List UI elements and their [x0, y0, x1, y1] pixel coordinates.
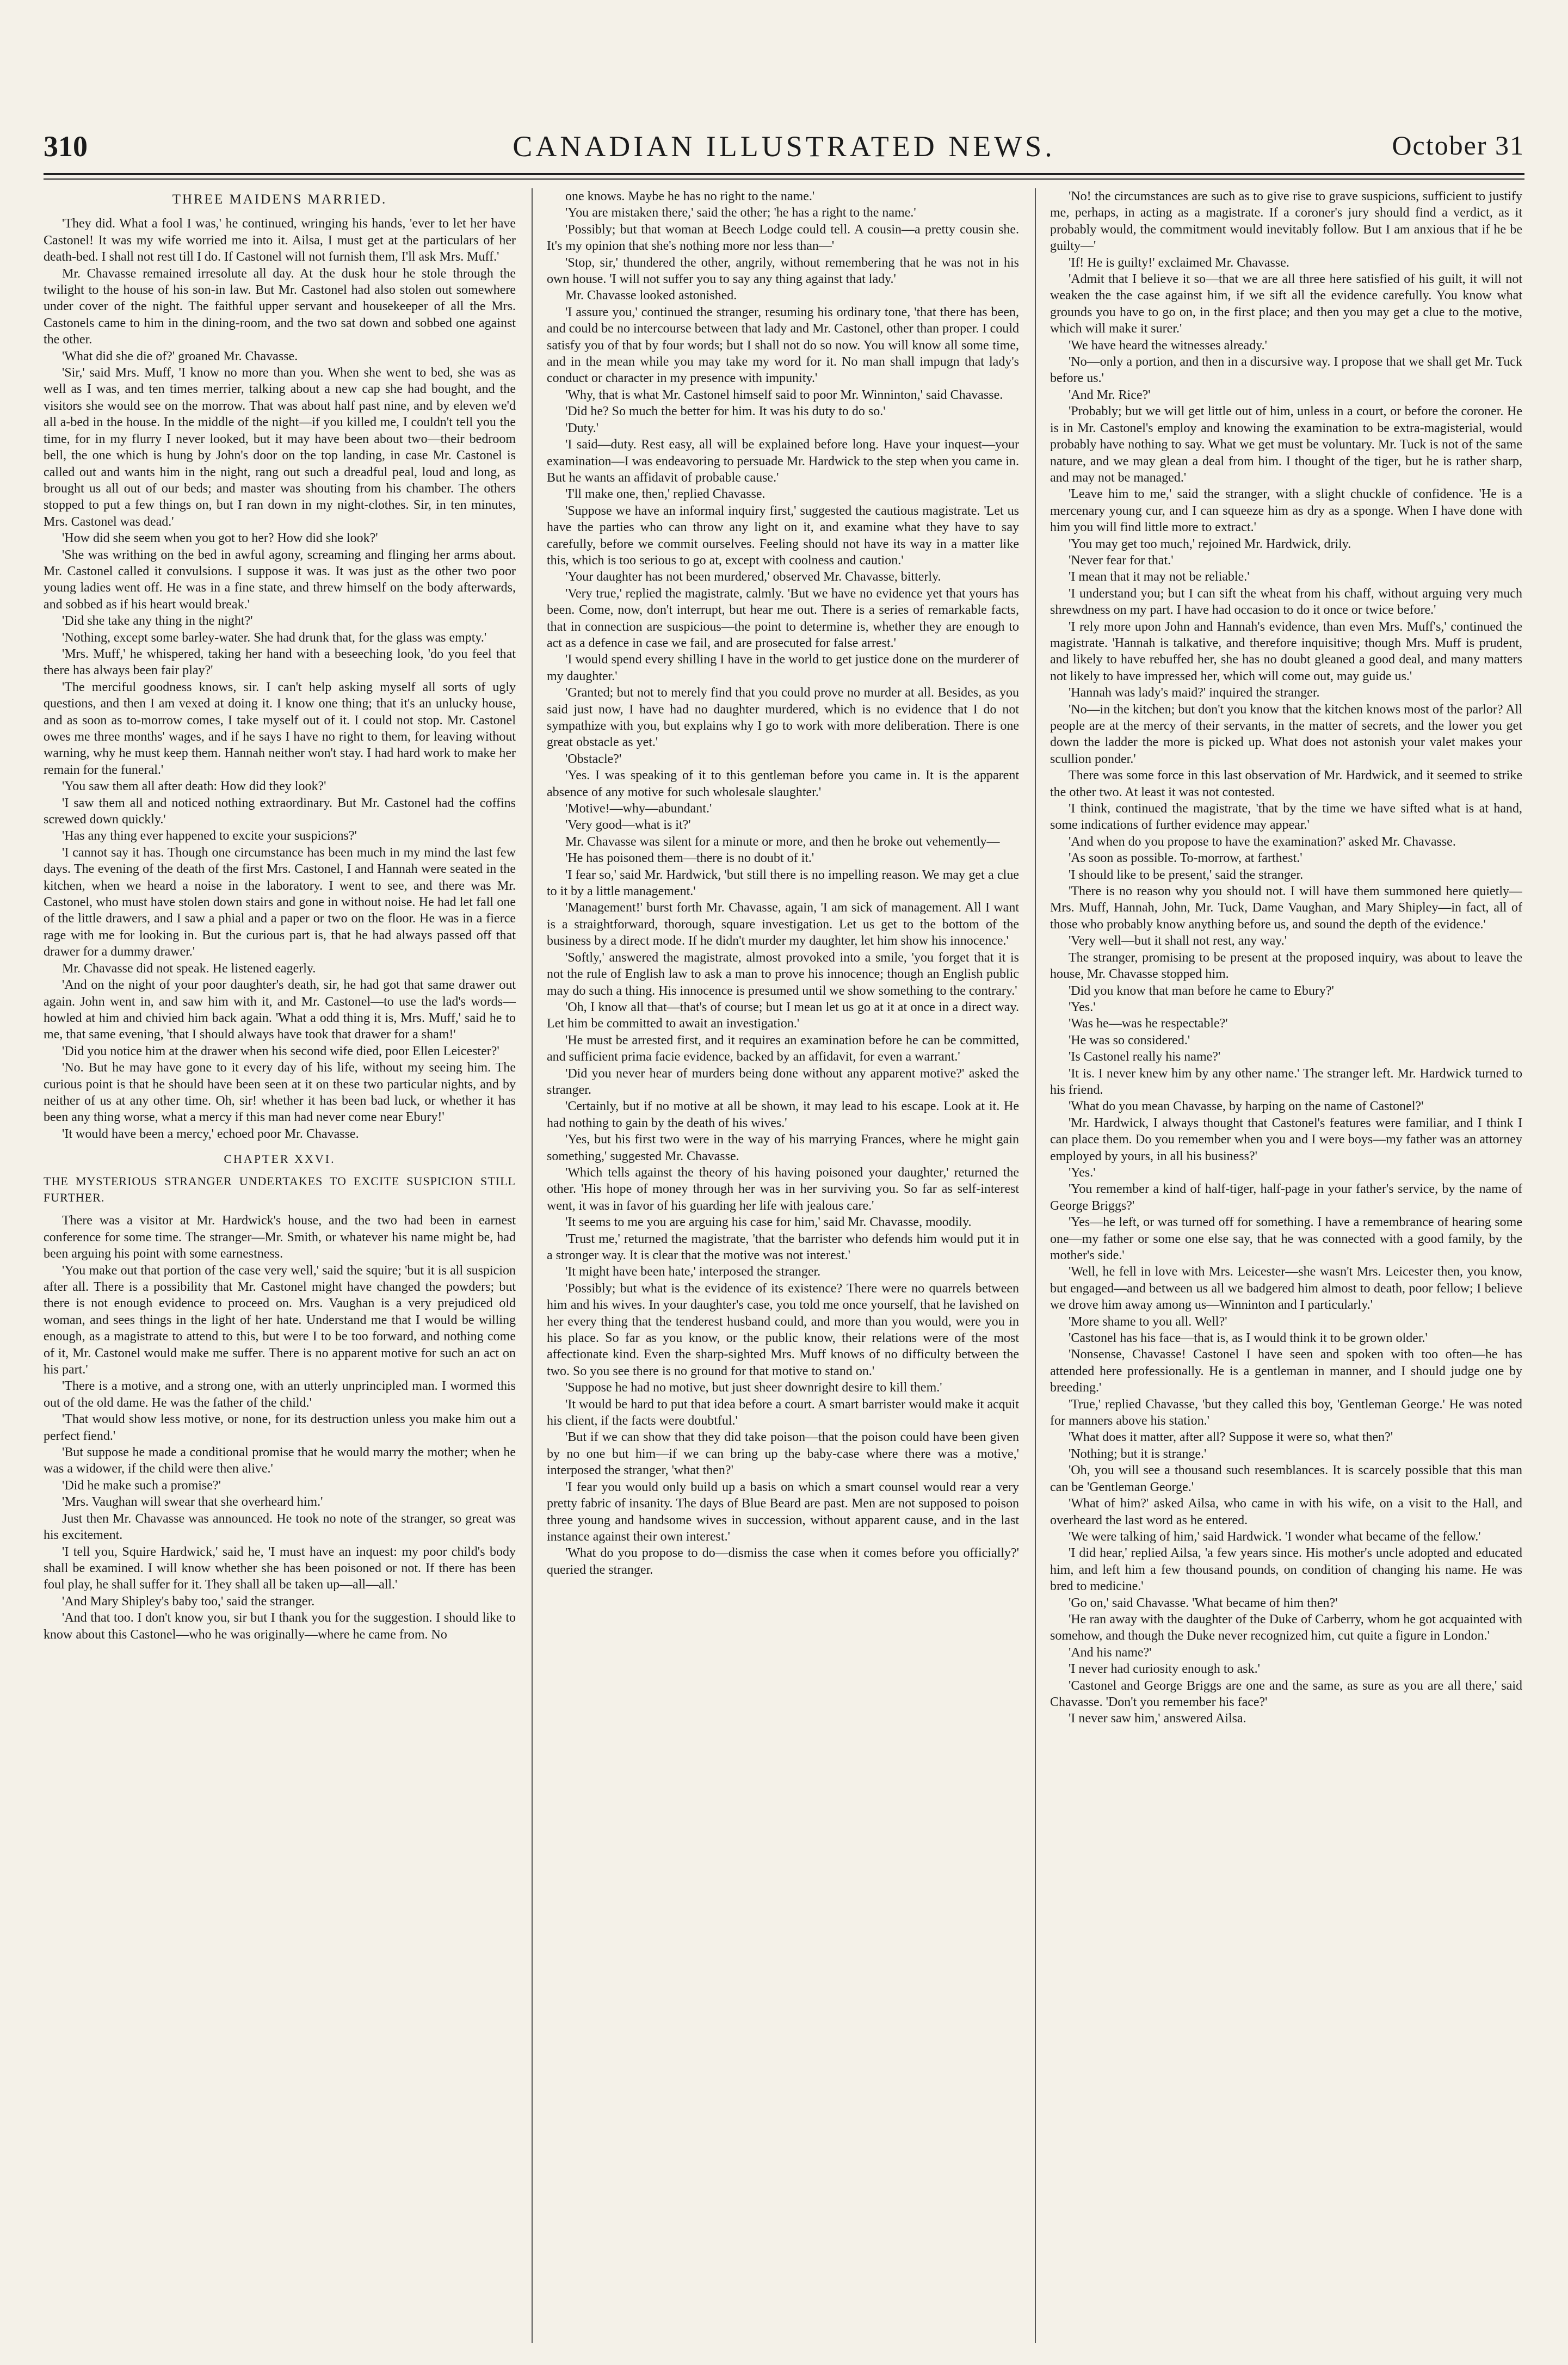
paragraph: 'He ran away with the daughter of the Duke of Carberry, whom he got acquainted with somehow, and though the Duke never recognized him, cut quite a figure in London.': [1050, 1612, 1522, 1643]
paragraph: 'And Mr. Rice?': [1069, 387, 1151, 402]
header-rule-thin: [44, 178, 1524, 180]
column-2: [547, 188, 1019, 2343]
paragraph: 'I saw them all and noticed nothing extraordinary. But Mr. Castonel had the coffins screwed down quickly.': [44, 796, 516, 827]
paragraph: 'Nothing, except some barley-water. She had drunk that, for the glass was empty.': [62, 630, 487, 645]
paragraph: 'Probably; but we will get little out of him, unless in a court, or before the coroner. He is in Mr. Castonel's employ and knowing the examination to be extra-magisterial, would probably have nothing to say. What we get must be voluntary. Mr. Tuck is not of the same nature, and we may glean a deal from him. I thought of the tiger, but he is rather sharp, and may not be managed.': [1050, 404, 1522, 485]
paragraph: 'Possibly; but that woman at Beech Lodge could tell. A cousin—a pretty cousin she. It's my opinion that she's nothing more nor less than—': [547, 222, 1019, 254]
paragraph: 'Never fear for that.': [1069, 553, 1174, 568]
paragraph: 'Suppose we have an informal inquiry first,' suggested the cautious magistrate. 'Let us have the parties who can throw any light on it, and examine what they have to say carefully, before we commit ourselves. Feeling should not have its way in a matter like this, which is too serious to go at, except with coolness and caution.': [547, 503, 1019, 568]
paragraph: 'Leave him to me,' said the stranger, with a slight chuckle of confidence. 'He is a mercenary young cur, and I can squeeze him as dry as a sponge. When I have done with him you will find little more to extract.': [1050, 487, 1522, 535]
paragraph: 'You may get too much,' rejoined Mr. Hardwick, drily.: [1069, 537, 1351, 551]
paragraph: 'No—in the kitchen; but don't you know that the kitchen knows most of the parlor? All people are at the mercy of their servants, in the matter of secrets, and the lower you get down the ladder the more is picked up. What does not astonish your valet makes your scullion ponder.': [1050, 702, 1522, 766]
paragraph: 'I'll make one, then,' replied Chavasse.: [565, 487, 766, 502]
paragraph: 'Softly,' answered the magistrate, almost provoked into a smile, 'you forget that it is not the rule of English law to ask a man to prove his innocence; though an English public may do such a thing. His innocence is presumed until we show something to the contrary.': [547, 950, 1019, 998]
paragraph: 'He was so considered.': [1069, 1033, 1190, 1048]
paragraph: 'Hannah was lady's maid?' inquired the stranger.: [1069, 686, 1320, 700]
page-number: 310: [44, 130, 88, 163]
paragraph: 'Duty.': [565, 421, 599, 435]
paragraph: 'Mrs. Vaughan will swear that she overheard him.': [62, 1495, 323, 1510]
paragraph: 'He must be arrested first, and it requires an examination before he can be committed, and sufficient prima facie evidence, backed by an affidavit, for even a warrant.': [547, 1033, 1019, 1064]
paragraph: 'I fear so,' said Mr. Hardwick, 'but still there is no impelling reason. We may get a clue to it by a little management.': [547, 867, 1019, 899]
paragraph: 'Did she take any thing in the night?': [62, 614, 253, 629]
paragraph: 'Suppose he had no motive, but just sheer downright desire to kill them.': [565, 1381, 942, 1395]
paragraph: 'Mrs. Muff,' he whispered, taking her hand with a beseeching look, 'do you feel that there has always been fair play?': [44, 646, 516, 678]
paragraph: 'Possibly; but what is the evidence of its existence? There were no quarrels between him and his wives. In your daughter's case, you told me once yourself, that he lavished on her every thing that the tenderest husband could, and more than you would, were you in his place. So far as you know, or the public know, their relations were of the most affectionate kind. Even the sharp-sighted Mrs. Muff knows of no difficulty between the two. So you see there is no ground for that motive to stand on.': [547, 1281, 1019, 1378]
column-1-text-before-chapter: [44, 215, 516, 1142]
paragraph: 'Mr. Hardwick, I always thought that Castonel's features were familiar, and I think I can place them. Do you remember when you and I were boys—my father was an attorney employed by yours, in all his business?': [1050, 1116, 1522, 1163]
paragraph: 'Yes.': [1069, 1165, 1096, 1180]
paragraph: 'Why, that is what Mr. Castonel himself said to poor Mr. Winninton,' said Chavasse.: [565, 387, 1003, 402]
paragraph: 'I assure you,' continued the stranger, resuming his ordinary tone, 'that there has been, and could be no intercourse between that lady and Mr. Castonel, other than proper. I could satisfy you of that by four words; but I shall not do so now. You will know all some time, and in the mean while you may take my word for it. No man shall impugn that lady's conduct or character in my presence with impunity.': [547, 305, 1019, 386]
paragraph: 'I rely more upon John and Hannah's evidence, than even Mrs. Muff's,' continued the magistrate. 'Hannah is talkative, and therefore inquisitive; though Mrs. Muff is prudent, and likely to have rebuffed her, she has no doubt gleaned a good deal, and many matters not likely to have impressed her, which will come out, may guide us.': [1050, 619, 1522, 683]
paragraph: 'Nothing; but it is strange.': [1069, 1446, 1207, 1461]
paragraph: 'But suppose he made a conditional promise that he would marry the mother; when he was a widower, if the child were then alive.': [44, 1445, 516, 1476]
paragraph: 'Oh, you will see a thousand such resemblances. It is scarcely possible that this man can be 'Gentleman George.': [1050, 1463, 1522, 1494]
paragraph: 'You make out that portion of the case very well,' said the squire; 'but it is all suspicion after all. There is a possibility that Mr. Castonel might have changed the powders; but there is not enough evidence to proceed on. Mrs. Vaughan is a very prejudiced old woman, and sees things in the light of her hate. Understand me that I would be willing enough, as a magistrate to attend to this, but were I to be too forward, and nothing come of it, Mr. Castonel would make me suffer. There is no apparent motive for such an act on his part.': [44, 1263, 516, 1377]
paragraph: 'Did you never hear of murders being done without any apparent motive?' asked the stranger.: [547, 1066, 1019, 1097]
chapter-subtitle: THE MYSTERIOUS STRANGER UNDERTAKES TO EXCITE SUSPICION STILL FURTHER.: [44, 1174, 516, 1204]
paragraph: 'Go on,' said Chavasse. 'What became of him then?': [1069, 1596, 1338, 1610]
paragraph: 'I did hear,' replied Ailsa, 'a few years since. His mother's uncle adopted and educated him, and left him a few thousand pounds, on condition of changing his name. He was bred to medicine.': [1050, 1546, 1522, 1594]
paragraph: 'Very well—but it shall not rest, any way.': [1069, 934, 1287, 949]
paragraph: 'And his name?': [1069, 1645, 1152, 1660]
issue-date: October 31: [1392, 130, 1524, 161]
paragraph: 'Stop, sir,' thundered the other, angrily, without remembering that he was not in his own house. 'I will not suffer you to say any thing against that lady.': [547, 255, 1019, 287]
paragraph: Just then Mr. Chavasse was announced. He took no note of the stranger, so great was his excitement.: [44, 1511, 516, 1543]
paragraph: 'Did he? So much the better for him. It was his duty to do so.': [565, 404, 886, 419]
paragraph: 'You are mistaken there,' said the other; 'he has a right to the name.': [565, 206, 916, 220]
paragraph: 'I think, continued the magistrate, 'that by the time we have sifted what is at hand, some indications of further evidence may appear.': [1050, 802, 1522, 833]
paragraph: 'I never saw him,' answered Ailsa.: [1069, 1711, 1246, 1726]
paragraph: The stranger, promising to be present at the proposed inquiry, was about to leave the house, Mr. Chavasse stopped him.: [1050, 950, 1522, 982]
paragraph: 'I mean that it may not be reliable.': [1069, 570, 1250, 584]
paragraph: 'No! the circumstances are such as to give rise to grave suspicions, sufficient to justify me, perhaps, in acting as a magistrate. If a coroner's jury should find a verdict, as it probably would, the commitment would inevitably follow. But I am anxious that if he be guilty—': [1050, 189, 1522, 254]
paragraph: 'Has any thing ever happened to excite your suspicions?': [62, 829, 357, 843]
paragraph: 'Yes. I was speaking of it to this gentleman before you came in. It is the apparent absence of any motive for such wholesale slaughter.': [547, 768, 1019, 799]
paragraph: 'Certainly, but if no motive at all be shown, it may lead to his escape. Look at it. He had nothing to gain by the death of his wives.': [547, 1099, 1019, 1130]
paragraph: 'What did she die of?' groaned Mr. Chavasse.: [62, 349, 298, 364]
header-rule-thick: [44, 173, 1524, 175]
paragraph: 'What do you mean Chavasse, by harping on the name of Castonel?': [1069, 1099, 1424, 1114]
paragraph: 'How did she seem when you got to her? How did she look?': [62, 531, 378, 546]
paragraph: 'Did you know that man before he came to Ebury?': [1069, 983, 1334, 998]
paragraph: 'What of him?' asked Ailsa, who came in with his wife, on a visit to the Hall, and overheard the last word as he entered.: [1050, 1496, 1522, 1528]
paragraph: 'There is no reason why you should not. I will have them summoned here quietly—Mrs. Muff, Hannah, John, Mr. Tuck, Dame Vaughan, and Mary Shipley—in fact, all of those who probably know anything before us, and sound the depth of the evidence.': [1050, 884, 1522, 932]
column-2-text: [547, 188, 1019, 1578]
column-divider-1: [532, 188, 533, 2343]
chapter-heading: CHAPTER XXVI.: [224, 1152, 336, 1166]
paragraph: 'But if we can show that they did take poison—that the poison could have been given by no one but him—if we can bring up the baby-case where there was a motive,' interposed the stranger, 'what then?': [547, 1430, 1019, 1478]
paragraph: 'Did he make such a promise?': [62, 1478, 221, 1493]
paragraph: 'It would be hard to put that idea before a court. A smart barrister would make it acquit his client, if the facts were doubtful.': [547, 1397, 1019, 1428]
paragraph: 'Management!' burst forth Mr. Chavasse, again, 'I am sick of management. All I want is a straightforward, thorough, square investigation. Let us get to the bottom of the business by a direct mode. If he didn't murder my daughter, let him show his innocence.': [547, 901, 1019, 949]
paragraph: one knows. Maybe he has no right to the name.': [565, 189, 815, 204]
paragraph: 'I should like to be present,' said the stranger.: [1069, 867, 1304, 882]
paragraph: 'Oh, I know all that—that's of course; but I mean let us go at it at once in a direct way. Let him be committed to await an investigation.': [547, 1000, 1019, 1031]
paragraph: 'As soon as possible. To-morrow, at farthest.': [1069, 851, 1302, 866]
paragraph: 'You remember a kind of half-tiger, half-page in your father's service, by the name of George Briggs?': [1050, 1182, 1522, 1213]
paragraph: 'Motive!—why—abundant.': [565, 802, 712, 816]
paragraph: 'And that too. I don't know you, sir but I thank you for the suggestion. I should like to know about this Castonel—who he was originally—where he came from. No: [44, 1611, 516, 1642]
paragraph: 'Trust me,' returned the magistrate, 'that the barrister who defends him would put it in a stronger way. It is clear that the motive was not interest.': [547, 1231, 1019, 1262]
paragraph: 'No. But he may have gone to it every day of his life, without my seeing him. The curious point is that he should have been seen at it on these two particular nights, and by neither of us at any other time. Oh, sir! whether it has been bad luck, or whether it has been any thing worse, what a mercy if this man had never come near Ebury!': [44, 1061, 516, 1125]
paragraph: 'It seems to me you are arguing his case for him,' said Mr. Chavasse, moodily.: [565, 1215, 972, 1230]
paragraph: Mr. Chavasse looked astonished.: [565, 288, 737, 303]
paragraph: 'It would have been a mercy,' echoed poor Mr. Chavasse.: [62, 1126, 359, 1141]
paragraph: 'I said—duty. Rest easy, all will be explained before long. Have your inquest—your examination—I was endeavoring to persuade Mr. Hardwick to the step when you came in. But he wants an affidavit of probable cause.': [547, 438, 1019, 485]
page-header: [44, 130, 1524, 168]
paragraph: 'Yes, but his first two were in the way of his marrying Frances, where he might gain something,' suggested Mr. Chavasse.: [547, 1132, 1019, 1163]
paragraph: 'Did you notice him at the drawer when his second wife died, poor Ellen Leicester?': [62, 1044, 499, 1058]
paragraph: 'It is. I never knew him by any other name.' The stranger left. Mr. Hardwick turned to his friend.: [1050, 1066, 1522, 1097]
masthead-title: CANADIAN ILLUSTRATED NEWS.: [513, 130, 1055, 163]
paragraph: 'I would spend every shilling I have in the world to get justice done on the murderer of my daughter.': [547, 652, 1019, 683]
paragraph: 'And Mary Shipley's baby too,' said the stranger.: [62, 1594, 315, 1609]
paragraph: 'Is Castonel really his name?': [1069, 1050, 1221, 1064]
paragraph: 'Was he—was he respectable?': [1069, 1017, 1228, 1031]
article-columns: [44, 188, 1524, 2343]
paragraph: 'The merciful goodness knows, sir. I can't help asking myself all sorts of ugly questions, and then I am vexed at doing it. I know one thing; that it's an unlucky house, and as soon as to-morrow comes, I take myself out of it. I could not stop. Mr. Castonel owes me three months' wages, and if he says I have no right to them, for leaving without warning, why he must keep them. Hannah neither won't stay. I had hard work to make her remain for the funeral.': [44, 680, 516, 777]
paragraph: 'More shame to you all. Well?': [1069, 1314, 1227, 1329]
paragraph: 'Obstacle?': [565, 752, 622, 766]
paragraph: 'Sir,' said Mrs. Muff, 'I know no more than you. When she went to bed, she was as well as I was, and ten times merrier, talking about a new cap she had bought, and the visitors she would see on the morrow. That was about half past nine, and by eleven we'd all a-bed in the house. In the middle of the night—if you killed me, I couldn't tell you the time, for in my flurry I never looked, but it may have been about two—their bedroom bell, the one which is hung by John's door on the top landing, in case Mr. Castonel is called out and wants him in the night, rang out such a dreadful peal, loud and long, as brought us all out of our beds; and master was shouting from his chamber. The others stopped to put a few things on, but I ran down in my night-clothes. Sir, in ten minutes, Mrs. Castonel was dead.': [44, 366, 516, 529]
paragraph: 'Granted; but not to merely find that you could prove no murder at all. Besides, as you said just now, I have had no daughter murdered, which is no evidence that I do not sympathize with you, but explains why I go to work with more deliberation. There is one great obstacle as yet.': [547, 686, 1019, 750]
paragraph: There was some force in this last observation of Mr. Hardwick, and it seemed to strike the other two. At least it was not contested.: [1050, 768, 1522, 799]
paragraph: 'Castonel and George Briggs are one and the same, as sure as you are all there,' said Chavasse. 'Don't you remember his face?': [1050, 1678, 1522, 1709]
paragraph: 'I cannot say it has. Though one circumstance has been much in my mind the last few days. The evening of the death of the first Mrs. Castonel, I and Hannah were seated in the kitchen, when we heard a noise in the laboratory. I went to see, and there was Mr. Castonel, who must have stolen down stairs and gone in without noise. He had let fall one of the little drawers, and I saw a phial and a paper or two on the floor. He was in a fierce rage with me for looking in. But the curious part is, that he had always passed off that drawer for a dummy drawer.': [44, 845, 516, 959]
paragraph: 'I tell you, Squire Hardwick,' said he, 'I must have an inquest: my poor child's body shall be examined. I will know whether she has been poisoned or not. If there has been foul play, he shall suffer for it. They shall all be taken up—all—all.': [44, 1544, 516, 1592]
column-3-text: [1050, 188, 1522, 1727]
paragraph: 'Very good—what is it?': [565, 818, 691, 833]
paragraph: 'And when do you propose to have the examination?' asked Mr. Chavasse.: [1069, 834, 1456, 849]
paragraph: 'Castonel has his face—that is, as I would think it to be grown older.': [1069, 1331, 1428, 1346]
paragraph: 'True,' replied Chavasse, 'but they called this boy, 'Gentleman George.' He was noted for manners above his station.': [1050, 1397, 1522, 1428]
paragraph: 'I fear you would only build up a basis on which a smart counsel would rear a very pretty fabric of insanity. The days of Blue Beard are past. Men are not supposed to poison three young and handsome wives in succession, without apparent cause, and in the last instance against their own interest.': [547, 1480, 1019, 1544]
column-1-text-after-chapter: [44, 1212, 516, 1643]
column-3: [1050, 188, 1522, 2343]
paragraph: 'Your daughter has not been murdered,' observed Mr. Chavasse, bitterly.: [565, 570, 941, 584]
paragraph: 'Well, he fell in love with Mrs. Leicester—she wasn't Mrs. Leicester then, you know, but engaged—and between us all we badgered him almost to death, poor fellow; I believe we drove him away among us—Winninton and I particularly.': [1050, 1265, 1522, 1313]
paragraph: 'And on the night of your poor daughter's death, sir, he had got that same drawer out again. John went in, and saw him with it, and Mr. Castonel—to use the lad's words—howled at him and chivied him back again. 'What a odd thing it is, Mrs. Muff,' said he to me, that same evening, 'that I should always have took that drawer for a sham!': [44, 978, 516, 1042]
paragraph: 'We have heard the witnesses already.': [1069, 338, 1268, 353]
paragraph: Mr. Chavasse was silent for a minute or more, and then he broke out vehemently—: [565, 834, 1000, 849]
paragraph: 'What do you propose to do—dismiss the case when it comes before you officially?' queried the stranger.: [547, 1546, 1019, 1577]
paragraph: 'She was writhing on the bed in awful agony, screaming and flinging her arms about. Mr. Castonel called it convulsions. I suppose it was. It was just as the other two poor young ladies went off. He was in a fine state, and threw himself on the body afterwards, and sobbed as if his heart would break.': [44, 547, 516, 612]
paragraph: 'I understand you; but I can sift the wheat from his chaff, without arguing very much shrewdness on my part. I have had occasion to do it once or twice before.': [1050, 586, 1522, 618]
paragraph: 'We were talking of him,' said Hardwick. 'I wonder what became of the fellow.': [1069, 1529, 1481, 1544]
story-title: THREE MAIDENS MARRIED.: [172, 192, 387, 207]
paragraph: 'You saw them all after death: How did they look?': [62, 779, 326, 794]
paragraph: 'Very true,' replied the magistrate, calmly. 'But we have no evidence yet that yours has been. Come, now, don't interrupt, but hear me out. There is a series of remarkable facts, that in connection are suspicious—the point to determine is, whether they are enough to act as a defence in case we fail, and are prosecuted for false arrest.': [547, 586, 1019, 650]
paragraph: 'What does it matter, after all? Suppose it were so, what then?': [1069, 1430, 1393, 1445]
paragraph: Mr. Chavasse did not speak. He listened eagerly.: [62, 961, 316, 976]
paragraph: Mr. Chavasse remained irresolute all day. At the dusk hour he stole through the twilight to the house of his son-in law. But Mr. Castonel had also stolen out somewhere under cover of the night. The faithful upper servant and housekeeper of all the Mrs. Castonels came to him in the dining-room, and the two sat down and sobbed one against the other.: [44, 266, 516, 347]
paragraph: 'There is a motive, and a strong one, with an utterly unprincipled man. I wormed this out of the old dame. He was the father of the child.': [44, 1379, 516, 1410]
column-1: [44, 188, 516, 2343]
paragraph: There was a visitor at Mr. Hardwick's house, and the two had been in earnest conference for some time. The stranger—Mr. Smith, or whatever his name might be, had been arguing his point with some earnestness.: [44, 1214, 516, 1261]
paragraph: 'It might have been hate,' interposed the stranger.: [565, 1265, 821, 1279]
paragraph: 'Yes.': [1069, 1000, 1096, 1014]
paragraph: 'He has poisoned them—there is no doubt of it.': [565, 851, 814, 866]
column-divider-2: [1035, 188, 1036, 2343]
paragraph: 'I never had curiosity enough to ask.': [1069, 1662, 1260, 1677]
paragraph: 'Nonsense, Chavasse! Castonel I have seen and spoken with too often—he has attended here professionally. He is a gentleman in manner, and I should judge one by breeding.': [1050, 1347, 1522, 1395]
paragraph: 'That would show less motive, or none, for its destruction unless you make him out a perfect fiend.': [44, 1412, 516, 1443]
paragraph: 'If! He is guilty!' exclaimed Mr. Chavasse.: [1069, 255, 1289, 270]
paragraph: 'No—only a portion, and then in a discursive way. I propose that we shall get Mr. Tuck before us.': [1050, 355, 1522, 386]
paragraph: 'Yes—he left, or was turned off for something. I have a remembrance of hearing some one—my father or some one else say, that he was connected with a good family, by the mother's side.': [1050, 1215, 1522, 1262]
paragraph: 'They did. What a fool I was,' he continued, wringing his hands, 'ever to let her have Castonel! It was my wife worried me into it. Ailsa, I must get at the particulars of her death-bed. I shall not rest till I do. If Castonel will not furnish them, I'll ask Mrs. Muff.': [44, 217, 516, 264]
paragraph: 'Which tells against the theory of his having poisoned your daughter,' returned the other. 'His hope of money through her was in her surviving you. So far as self-interest went, it was in favor of his guarding her life with jealous care.': [547, 1165, 1019, 1213]
paragraph: 'Admit that I believe it so—that we are all three here satisfied of his guilt, it will not weaken the the case against him, if we sift all the evidence carefully. You know what grounds you have to go on, in the first place; and then you may get a clue to the motive, which will make it surer.': [1050, 272, 1522, 336]
